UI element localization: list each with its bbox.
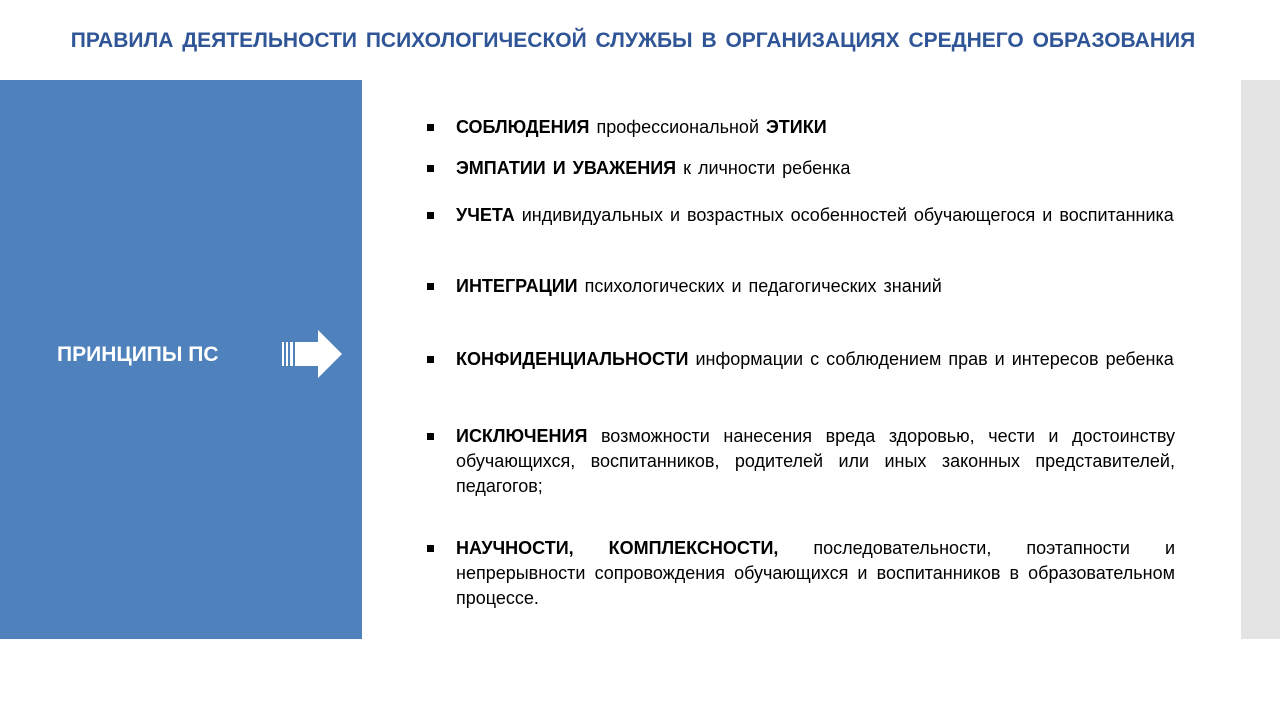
principle-keyword: ИНТЕГРАЦИИ xyxy=(456,276,578,296)
list-item xyxy=(425,424,1175,499)
principle-text: последовательности, поэтапности и непрерывности сопровождения обучающихся и воспитанников в образовательном процессе. xyxy=(456,538,1175,608)
principle-keyword: СОБЛЮДЕНИЯ xyxy=(456,117,590,137)
list-item xyxy=(425,156,1175,181)
principle-keyword: КОНФИДЕНЦИАЛЬНОСТИ xyxy=(456,349,689,369)
principle-text: информации с соблюдением прав и интересов ребенка xyxy=(688,349,1174,369)
bullet-icon xyxy=(427,212,434,219)
panel-label: ПРИНЦИПЫ ПС xyxy=(57,343,219,366)
bullet-icon xyxy=(427,283,434,290)
list-item xyxy=(425,203,1175,228)
slide-title: ПРАВИЛА ДЕЯТЕЛЬНОСТИ ПСИХОЛОГИЧЕСКОЙ СЛУЖБЫ В ОРГАНИЗАЦИЯХ СРЕДНЕГО ОБРАЗОВАНИЯ xyxy=(70,29,1196,52)
arrow-right-icon xyxy=(282,330,344,378)
principle-keyword: УЧЕТА xyxy=(456,205,515,225)
list-item xyxy=(425,115,1175,140)
list-item xyxy=(425,274,1175,299)
list-item xyxy=(425,536,1175,611)
principles-list xyxy=(425,0,1175,720)
principle-keyword: ЭМПАТИИ И УВАЖЕНИЯ xyxy=(456,158,677,178)
bullet-icon xyxy=(427,165,434,172)
principle-keyword-2: ЭТИКИ xyxy=(766,117,827,137)
principle-text: психологических и педагогических знаний xyxy=(577,276,942,296)
bullet-icon xyxy=(427,124,434,131)
principle-text: возможности нанесения вреда здоровью, чести и достоинству обучающихся, воспитанников, родителей или иных законных представителей, педагогов; xyxy=(456,426,1175,496)
principle-keyword: ИСКЛЮЧЕНИЯ xyxy=(456,426,588,446)
principle-text: к личности ребенка xyxy=(676,158,851,178)
bullet-icon xyxy=(427,356,434,363)
principle-text: индивидуальных и возрастных особенностей обучающегося и воспитанника xyxy=(514,205,1174,225)
principle-text: профессиональной xyxy=(589,117,766,137)
list-item xyxy=(425,347,1175,372)
side-bar xyxy=(1241,80,1280,639)
bullet-icon xyxy=(427,545,434,552)
bullet-icon xyxy=(427,433,434,440)
principle-keyword: НАУЧНОСТИ, КОМПЛЕКСНОСТИ, xyxy=(456,538,779,558)
